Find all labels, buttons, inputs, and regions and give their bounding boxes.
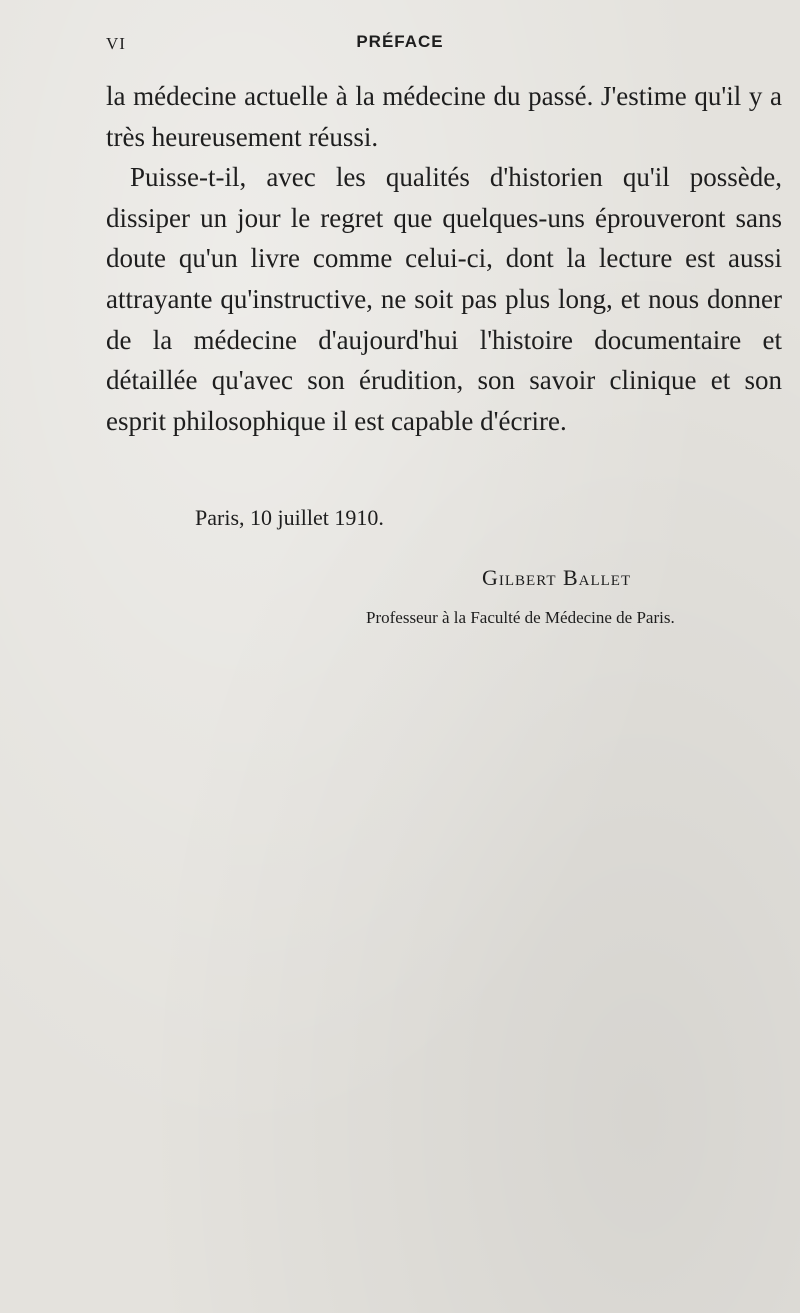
paragraph-continued: la médecine actuelle à la médecine du passé. J'estime qu'il y a très heureusement réussi.	[106, 81, 782, 152]
body-text	[106, 76, 782, 441]
running-title: PRÉFACE	[356, 32, 444, 51]
author-affiliation: Professeur à la Faculté de Médecine de Paris.	[366, 608, 675, 627]
author-signature: Gilbert Ballet	[482, 565, 632, 590]
dateline: Paris, 10 juillet 1910.	[195, 505, 384, 530]
paragraph: Puisse-t-il, avec les qualités d'historien qu'il possède, dissiper un jour le regret que quelques-uns éprouveront sans doute qu'un livre comme celui-ci, dont la lecture est aussi attrayante qu'instructive, ne soit pas plus long, et nous donner de la médecine d'aujourd'hui l'histoire documentaire et détaillée qu'avec son érudition, son savoir clinique et son esprit philosophique il est capable d'écrire.	[106, 162, 782, 436]
running-head	[0, 34, 800, 58]
page-number: VI	[106, 34, 126, 53]
